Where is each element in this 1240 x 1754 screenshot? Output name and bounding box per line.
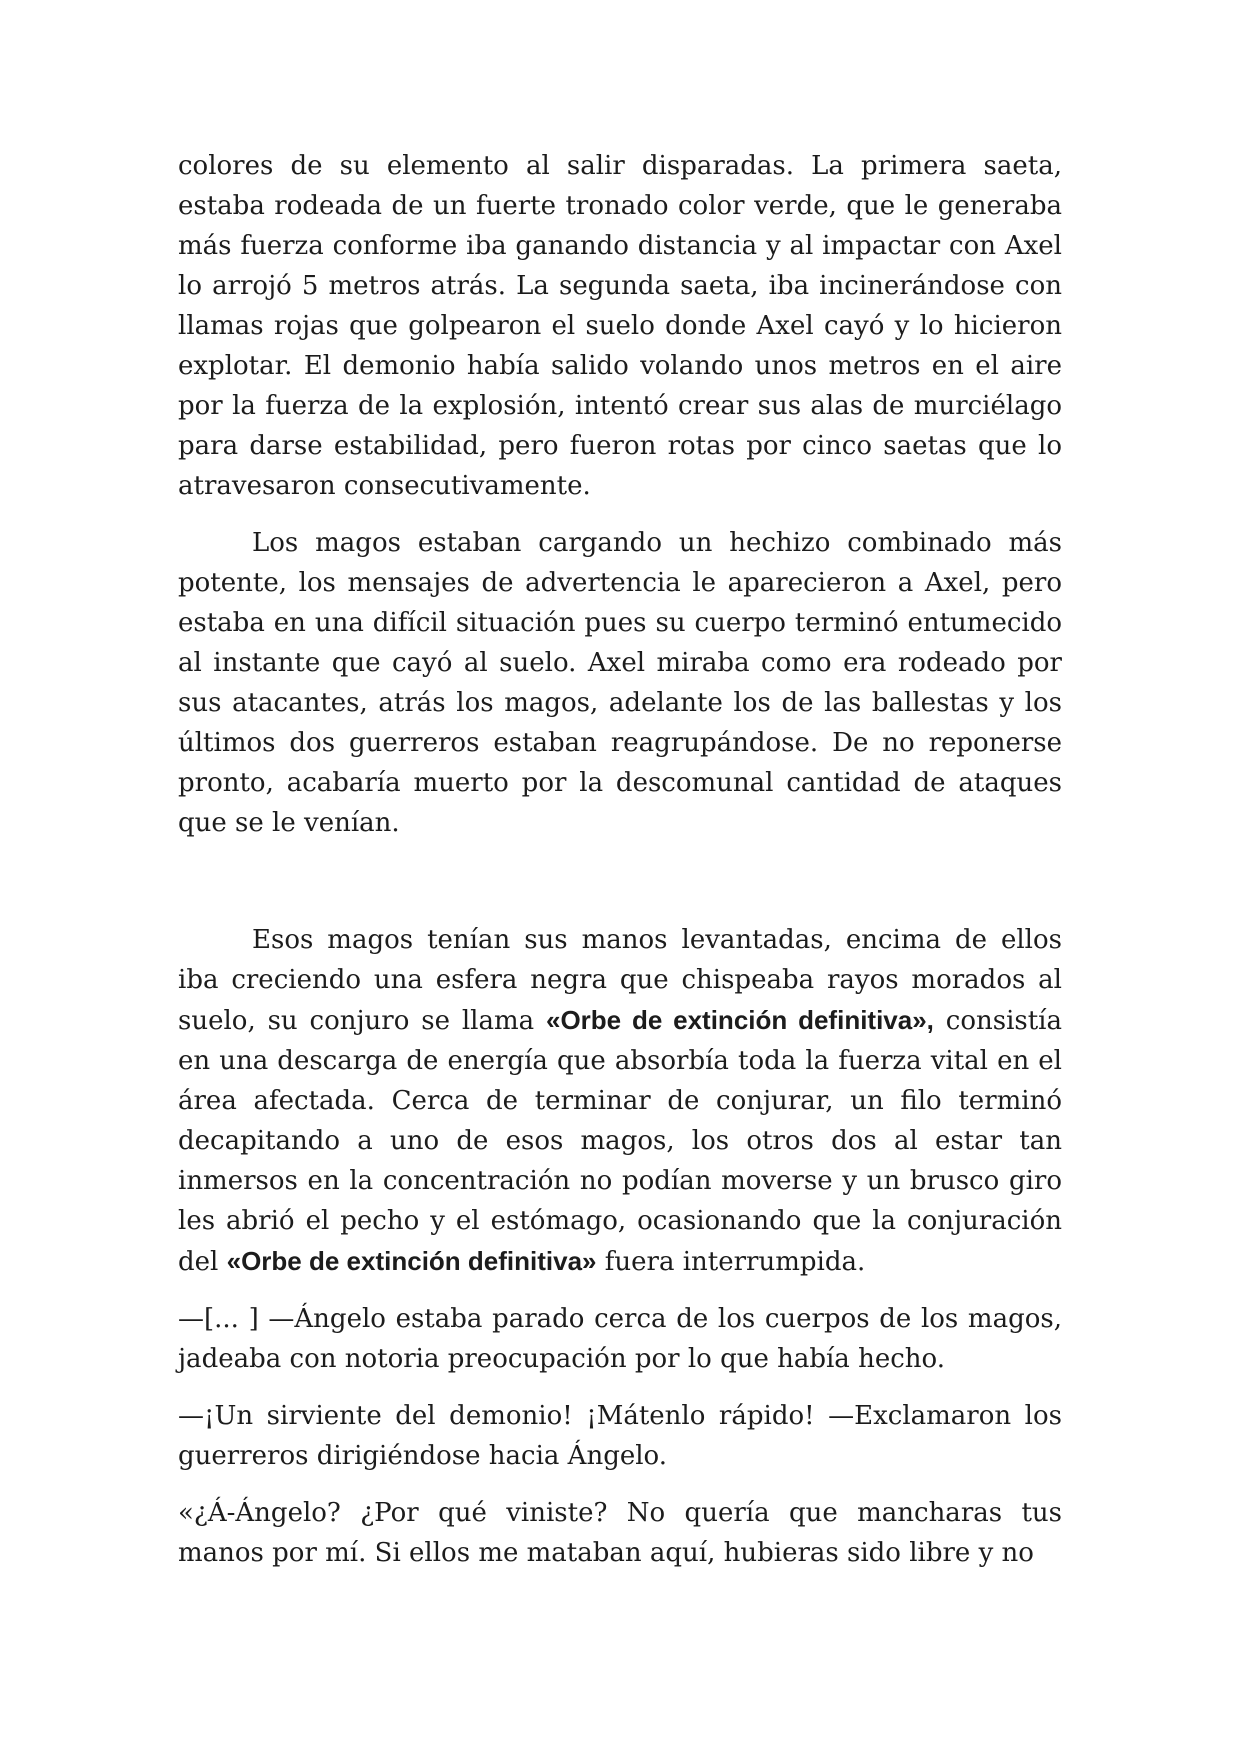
paragraph-text-part: fuera interrumpida. [596,1247,866,1277]
paragraph-orbe-conjuro [178,920,1062,1282]
spell-name-emphasis: «Orbe de extinción definitiva» [226,1246,597,1276]
spell-name-emphasis: «Orbe de extinción definitiva», [546,1005,934,1035]
paragraph-magos-hechizo: Los magos estaban cargando un hechizo combinado más potente, los mensajes de advertencia le aparecieron a Axel, pero estaba en una difícil situación pues su cuerpo terminó entumecido al instante que cayó al suelo. Axel miraba como era rodeado por sus atacantes, atrás los magos, adelante los de las ballestas y los últimos dos guerreros estaban reagrupándose. De no reponerse pronto, acabaría muerto por la descomunal cantidad de ataques que se le venían. [178,528,1062,838]
paragraph-saetas: colores de su elemento al salir disparadas. La primera saeta, estaba rodeada de un fuerte tronado color verde, que le generaba más fuerza conforme iba ganando distancia y al impactar con Axel lo arrojó 5 metros atrás. La segunda saeta, iba incinerándose con llamas rojas que golpearon el suelo donde Axel cayó y lo hicieron explotar. El demonio había salido volando unos metros en el aire por la fuerza de la explosión, intentó crear sus alas de murciélago para darse estabilidad, pero fueron rotas por cinco saetas que lo atravesaron consecutivamente. [178,151,1062,501]
dialogue-angelo: —[... ] —Ángelo estaba parado cerca de los cuerpos de los magos, jadeaba con notoria preocupación por lo que había hecho. [178,1304,1062,1374]
paragraph-text-part: Esos magos tenían sus manos levantadas, encima de ellos iba creciendo una esfera negra que chispeaba rayos morados al suelo, su conjuro se llama [178,925,1062,1036]
dialogue-guerreros: —¡Un sirviente del demonio! ¡Mátenlo rápido! —Exclamaron los guerreros dirigiéndose hacia Ángelo. [178,1401,1062,1471]
thought-axel: «¿Á-Ángelo? ¿Por qué viniste? No quería que mancharas tus manos por mí. Si ellos me mataban aquí, hubieras sido libre y no [178,1498,1062,1568]
paragraph-text-part: consistía en una descarga de energía que absorbía toda la fuerza vital en el área afectada. Cerca de terminar de conjurar, un filo terminó decapitando a uno de esos magos, los otros dos al estar tan inmersos en la concentración no podían moverse y un brusco giro les abrió el pecho y el estómago, ocasionando que la conjuración del [178,1006,1062,1277]
book-page [178,146,1062,1590]
